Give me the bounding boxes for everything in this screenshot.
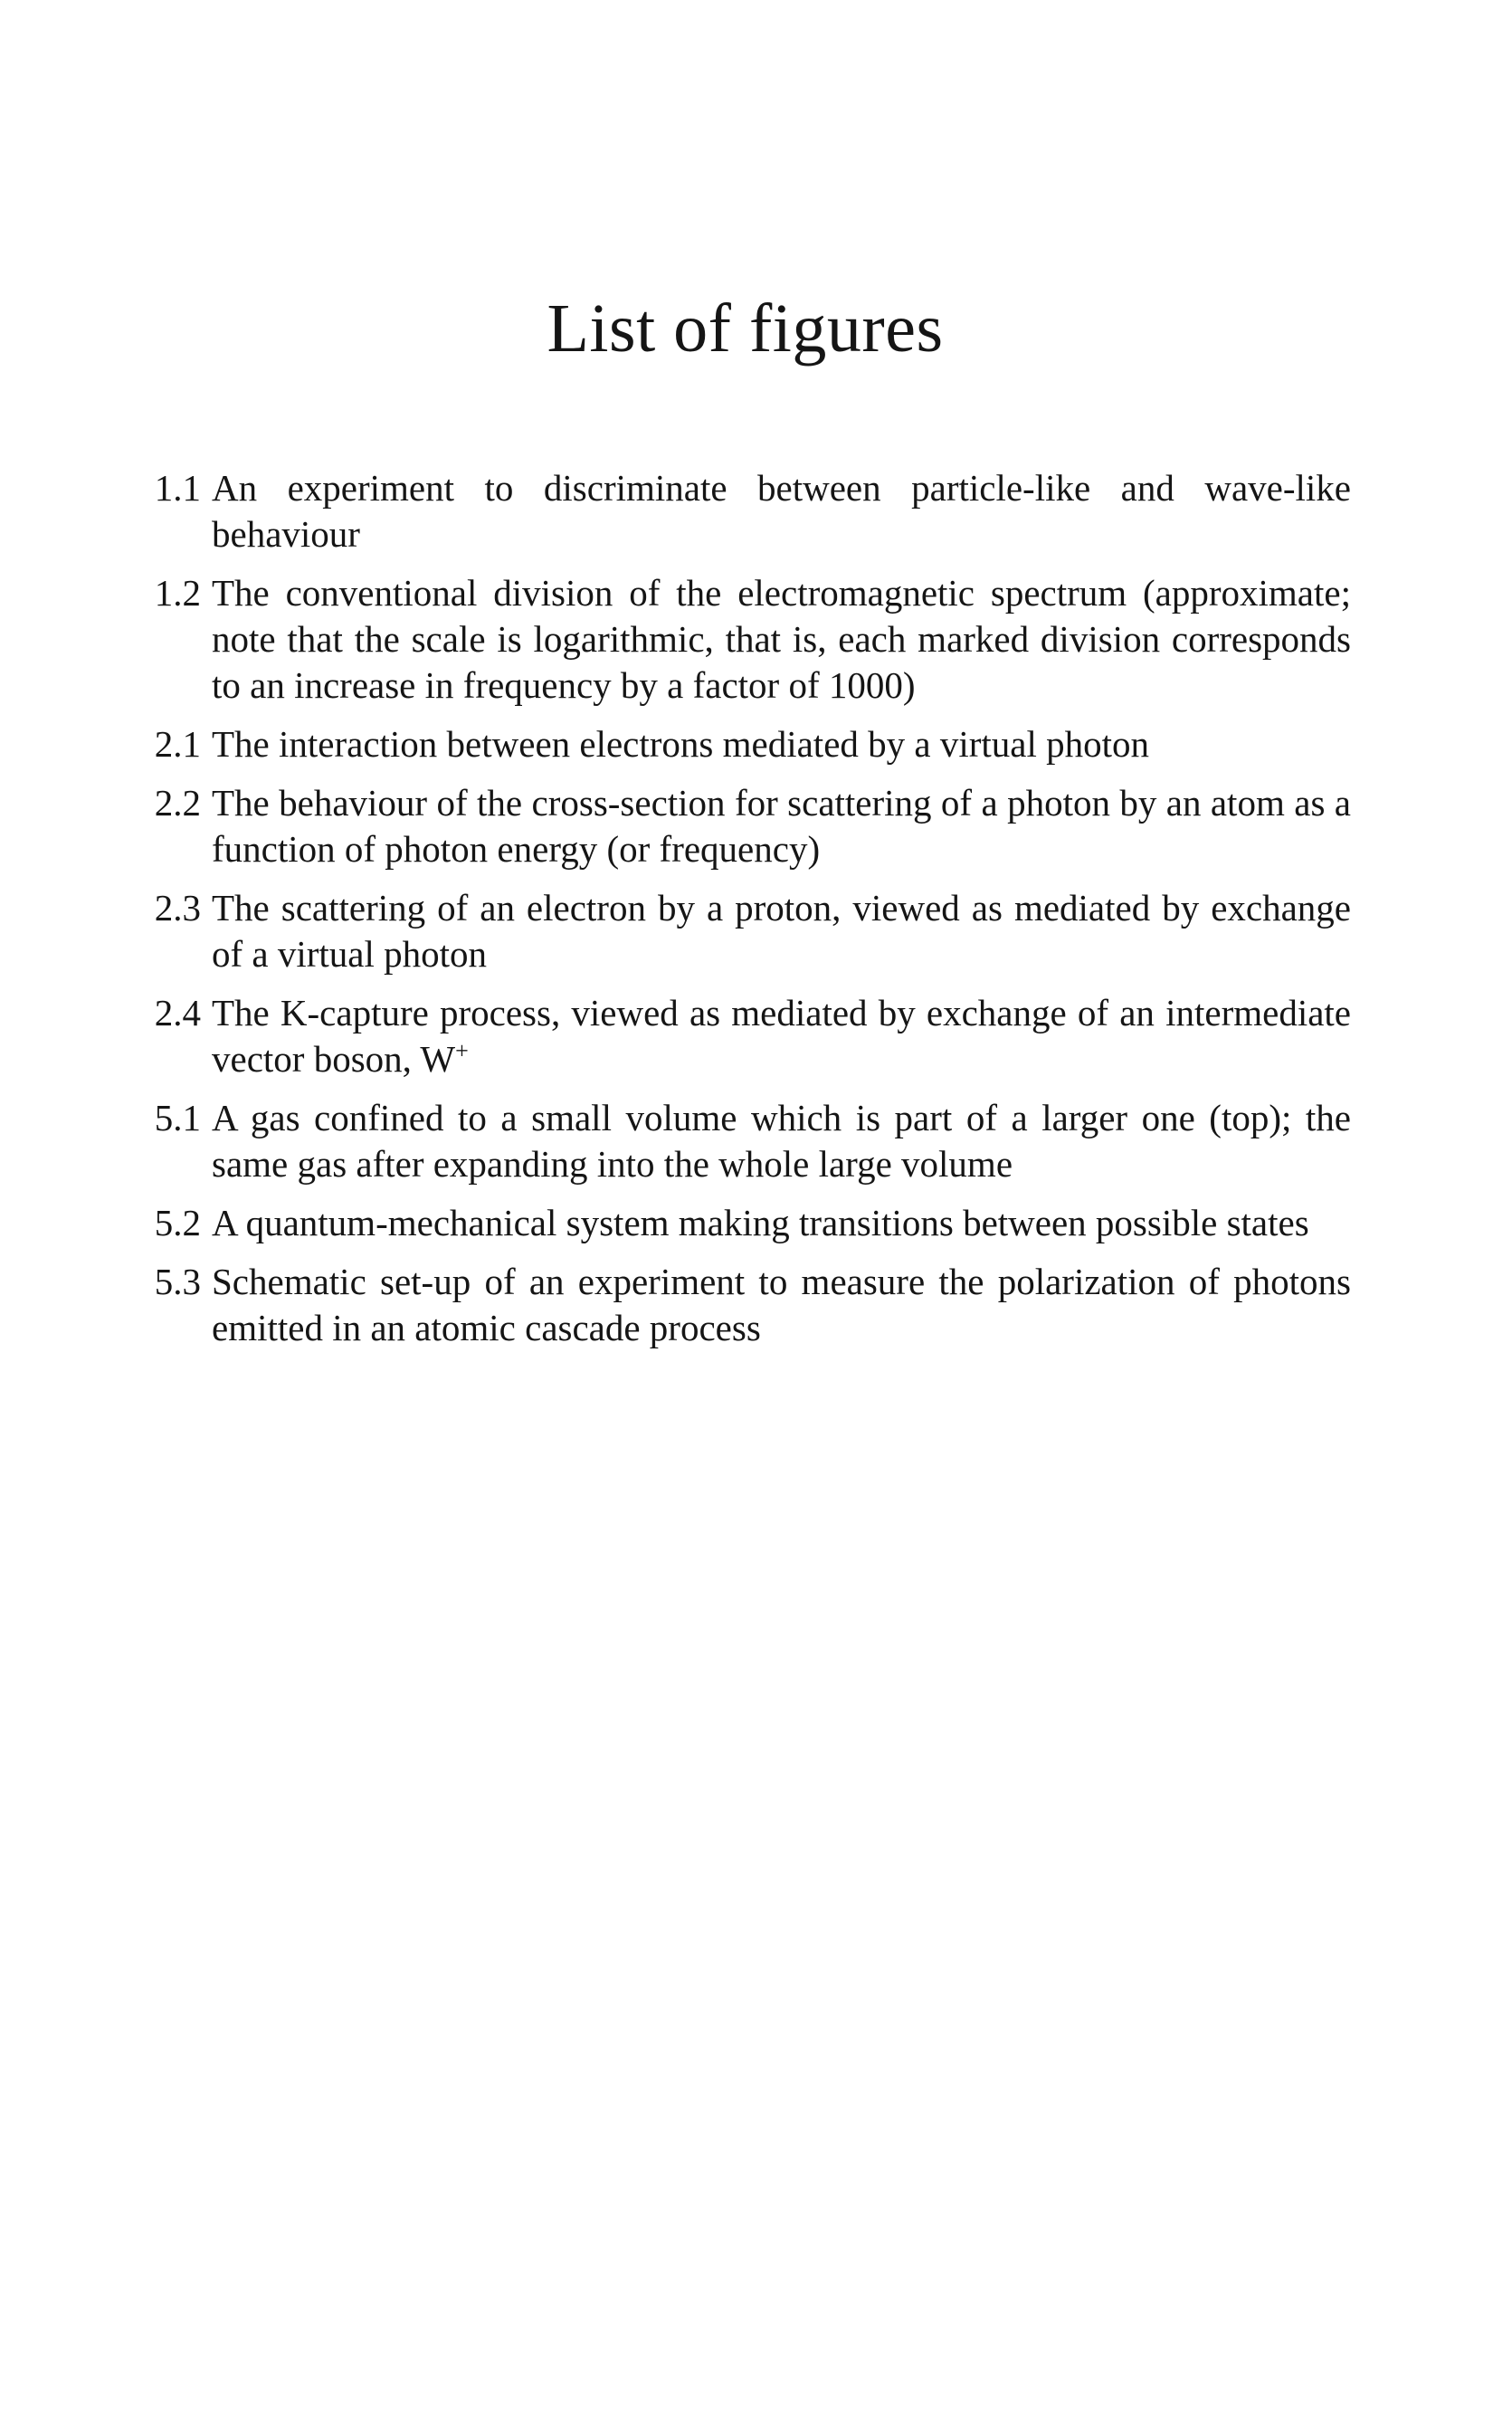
figure-caption: Schematic set-up of an experiment to measure the polarization of photons emitted in an atomic cascade process <box>212 1261 1351 1348</box>
figure-entry-5-2 <box>120 1200 1351 1246</box>
figure-caption-superscript: + <box>455 1037 469 1064</box>
figure-number: 5.2 <box>154 1202 201 1243</box>
figure-entry-2-3 <box>120 885 1351 977</box>
figure-entry-2-1 <box>120 721 1351 767</box>
figure-entry-2-2 <box>120 780 1351 872</box>
figure-caption: The interaction between electrons mediated by a virtual photon <box>212 723 1150 765</box>
figure-caption: The scattering of an electron by a proton, viewed as mediated by exchange of a virtual photon <box>212 887 1351 975</box>
figure-number: 2.4 <box>154 992 201 1034</box>
figure-caption: An experiment to discriminate between particle-like and wave-like behaviour <box>212 467 1351 555</box>
figure-caption: The conventional division of the electromagnetic spectrum (approximate; note that the scale is logarithmic, that is, each marked division corresponds to an increase in frequency by a factor of 1000) <box>212 572 1351 706</box>
figure-caption-with-superscript <box>212 990 1351 1082</box>
figure-caption-text: The K-capture process, viewed as mediated by exchange of an intermediate vector boson, W <box>212 992 1351 1080</box>
figure-number: 1.1 <box>154 467 201 509</box>
figure-entry-1-2 <box>120 570 1351 709</box>
figure-caption: A quantum-mechanical system making transitions between possible states <box>212 1202 1309 1243</box>
figure-number: 2.1 <box>154 723 201 765</box>
page-title: List of figures <box>547 291 944 367</box>
figure-list <box>120 465 1351 1364</box>
figure-number: 2.3 <box>154 887 201 929</box>
figure-number: 1.2 <box>154 572 201 614</box>
figure-number: 5.1 <box>154 1097 201 1138</box>
figure-number: 5.3 <box>154 1261 201 1302</box>
figure-entry-5-1 <box>120 1095 1351 1187</box>
figure-entry-1-1 <box>120 465 1351 557</box>
figure-caption: The behaviour of the cross-section for scattering of a photon by an atom as a function of photon energy (or frequency) <box>212 782 1351 870</box>
figure-entry-2-4 <box>120 990 1351 1082</box>
figure-number: 2.2 <box>154 782 201 824</box>
figure-caption: A gas confined to a small volume which is part of a larger one (top); the same gas after expanding into the whole large volume <box>212 1097 1351 1185</box>
figure-entry-5-3 <box>120 1259 1351 1351</box>
